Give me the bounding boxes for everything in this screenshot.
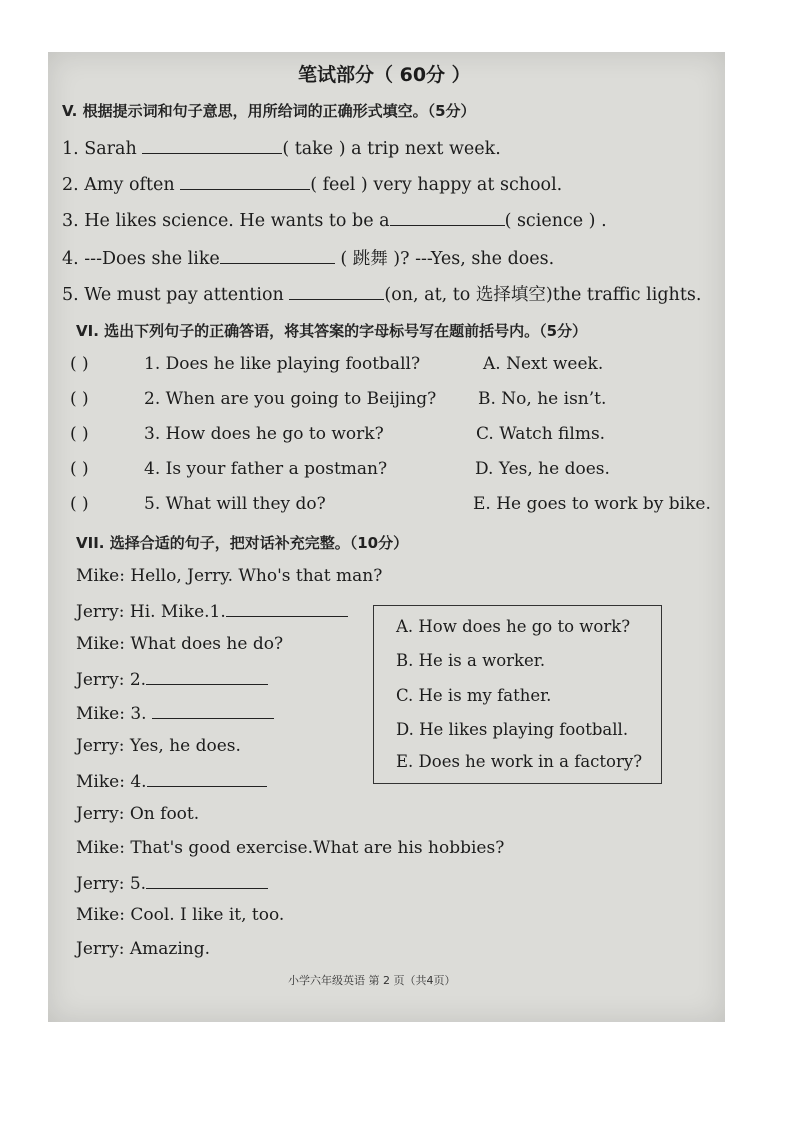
- dialogue-line-1: Mike: Hello, Jerry. Who's that man?: [76, 566, 383, 586]
- dialogue-line-4: [76, 668, 268, 690]
- dialogue-text: Mike: 3.: [76, 704, 152, 724]
- question-3: 3. How does he go to work?: [144, 424, 384, 444]
- dialogue-line-12: Jerry: Amazing.: [76, 939, 211, 959]
- fill-item-5: [62, 281, 701, 306]
- fill-item-prefix: 2. Amy often: [62, 175, 181, 195]
- question-4: 4. Is your father a postman?: [144, 459, 388, 479]
- answer-option-e: E. He goes to work by bike.: [473, 494, 711, 514]
- answer-blank[interactable]: [180, 173, 310, 190]
- fill-item-suffix: ( feel ) very happy at school.: [310, 175, 563, 195]
- answer-option-d: D. Yes, he does.: [475, 459, 610, 479]
- box-option-e: E. Does he work in a factory?: [396, 752, 643, 771]
- question-5: 5. What will they do?: [144, 494, 326, 514]
- box-option-a: A. How does he go to work?: [396, 617, 631, 636]
- options-box: [373, 605, 662, 784]
- section-7-heading: VII. 选择合适的句子，把对话补充完整。（10分）: [76, 534, 409, 552]
- answer-paren-3[interactable]: ( ): [70, 424, 89, 444]
- fill-item-prefix: 4. ---Does she like: [62, 249, 220, 269]
- answer-option-a: A. Next week.: [483, 354, 604, 374]
- fill-item-suffix: ( science ) .: [504, 211, 607, 231]
- exam-page: [48, 52, 725, 1022]
- fill-item-3: [62, 209, 607, 231]
- dialogue-line-6: Jerry: Yes, he does.: [76, 736, 241, 756]
- fill-item-prefix: 5. We must pay attention: [62, 285, 290, 305]
- fill-item-1: [62, 137, 501, 159]
- answer-blank[interactable]: [146, 872, 268, 889]
- dialogue-text: Jerry: Hi. Mike.1.: [76, 602, 226, 622]
- page-footer: 小学六年级英语 第 2 页（共4页）: [288, 974, 456, 987]
- box-option-d: D. He likes playing football.: [396, 720, 629, 739]
- dialogue-line-8: Jerry: On foot.: [76, 804, 200, 824]
- answer-blank[interactable]: [147, 770, 267, 787]
- answer-paren-2[interactable]: ( ): [70, 389, 89, 409]
- answer-blank[interactable]: [152, 702, 274, 719]
- section-6-heading: VI. 选出下列句子的正确答语，将其答案的字母标号写在题前括号内。（5分）: [76, 322, 588, 340]
- answer-blank[interactable]: [390, 209, 505, 226]
- dialogue-line-10: [76, 872, 268, 894]
- dialogue-line-2: [76, 600, 348, 622]
- answer-paren-1[interactable]: ( ): [70, 354, 89, 374]
- fill-item-suffix: ( 跳舞 )? ---Yes, she does.: [334, 249, 555, 269]
- dialogue-text: Jerry: 5.: [76, 874, 147, 894]
- dialogue-line-7: [76, 770, 267, 792]
- answer-option-b: B. No, he isn’t.: [478, 389, 607, 409]
- question-2: 2. When are you going to Beijing?: [144, 389, 437, 409]
- dialogue-line-5: [76, 702, 274, 724]
- answer-blank[interactable]: [146, 668, 268, 685]
- answer-paren-4[interactable]: ( ): [70, 459, 89, 479]
- fill-item-2: [62, 173, 562, 195]
- page-title: 笔试部分（ 60分 ）: [298, 64, 471, 86]
- dialogue-text: Jerry: 2.: [76, 670, 147, 690]
- box-option-c: C. He is my father.: [396, 686, 552, 705]
- dialogue-line-9: Mike: That's good exercise.What are his hobbies?: [76, 838, 505, 858]
- fill-item-4: [62, 245, 554, 270]
- answer-option-c: C. Watch films.: [476, 424, 606, 444]
- question-1: 1. Does he like playing football?: [144, 354, 421, 374]
- box-option-b: B. He is a worker.: [396, 651, 546, 670]
- answer-paren-5[interactable]: ( ): [70, 494, 89, 514]
- fill-item-suffix: (on, at, to 选择填空)the traffic lights.: [384, 285, 702, 305]
- answer-blank[interactable]: [289, 283, 384, 300]
- dialogue-line-11: Mike: Cool. I like it, too.: [76, 905, 285, 925]
- answer-blank[interactable]: [220, 247, 335, 264]
- dialogue-text: Mike: 4.: [76, 772, 147, 792]
- fill-item-prefix: 3. He likes science. He wants to be a: [62, 211, 390, 231]
- dialogue-line-3: Mike: What does he do?: [76, 634, 284, 654]
- section-5-heading: V. 根据提示词和句子意思，用所给词的正确形式填空。（5分）: [62, 102, 476, 120]
- fill-item-suffix: ( take ) a trip next week.: [282, 139, 501, 159]
- fill-item-prefix: 1. Sarah: [62, 139, 143, 159]
- answer-blank[interactable]: [226, 600, 348, 617]
- answer-blank[interactable]: [142, 137, 282, 154]
